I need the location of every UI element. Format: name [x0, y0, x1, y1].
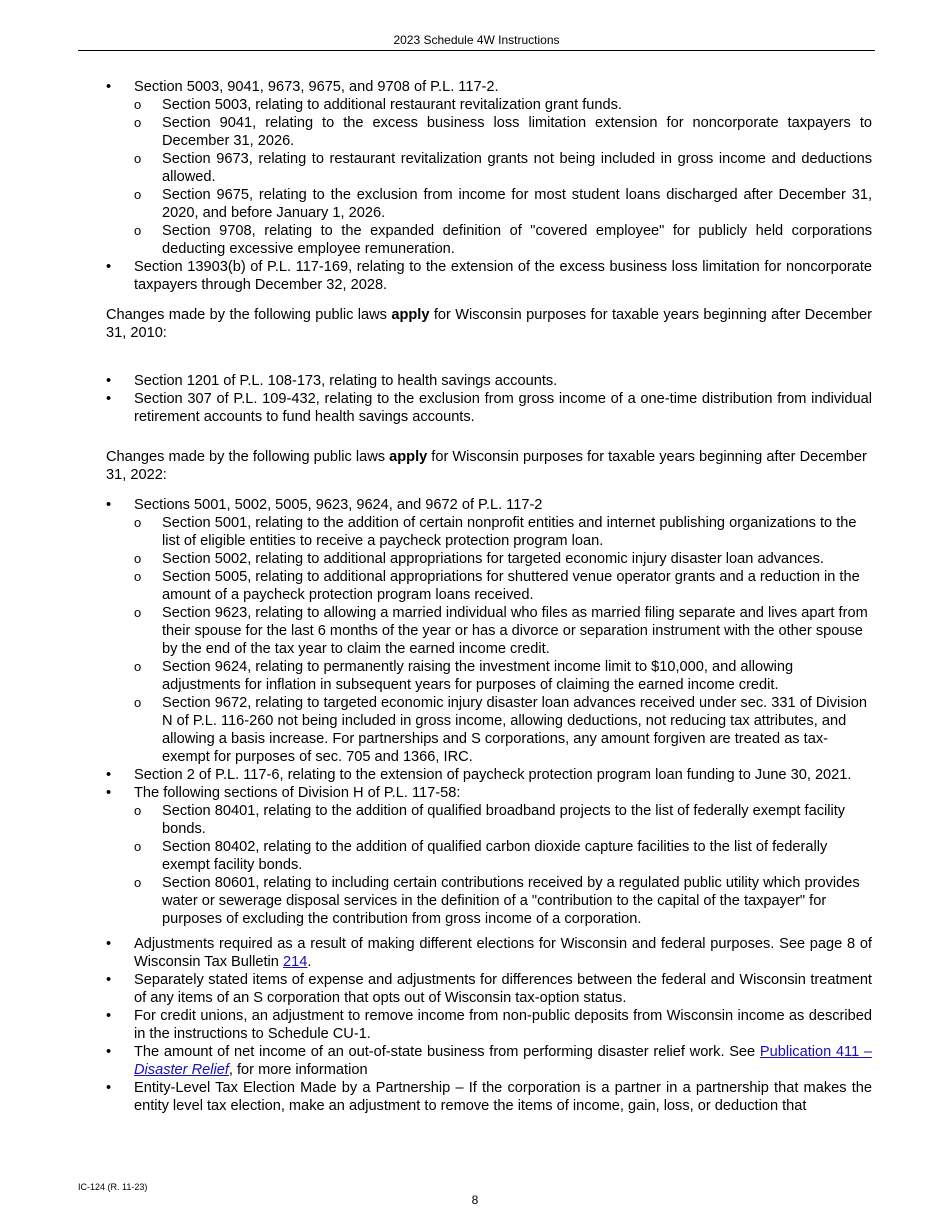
- bullet-icon: •: [106, 497, 112, 513]
- circle-bullet-icon: o: [134, 659, 142, 674]
- bullet-icon: •: [106, 259, 112, 275]
- circle-bullet-icon: o: [134, 223, 142, 238]
- sub-list: [134, 514, 872, 766]
- circle-bullet-icon: o: [134, 115, 142, 130]
- publication-411-link[interactable]: Publication 411 – Disaster Relief: [134, 1044, 872, 1078]
- sub-list-item: o Section 5002, relating to additional appropriations for targeted economic injury disaster loan advances.: [134, 551, 824, 567]
- sub-list-item: o Section 80401, relating to the addition of qualified broadband projects to the list of federally exempt facility bonds.: [134, 803, 846, 837]
- tax-bulletin-link[interactable]: 214: [282, 954, 308, 970]
- sub-list-item: o Section 5001, relating to the addition of certain nonprofit entities and internet publishing organizations to the list of eligible entities to receive a paycheck protection program loan.: [134, 515, 857, 549]
- circle-bullet-icon: o: [134, 97, 142, 112]
- bullet-icon: •: [106, 391, 112, 407]
- list-item: • The amount of net income of an out-of-state business from performing disaster relief work. See Publication 411 – Disaster Relief, for more information: [106, 1044, 872, 1078]
- list-item: • Section 2 of P.L. 117-6, relating to the extension of paycheck protection program loan funding to June 30, 2021.: [106, 767, 852, 783]
- sub-list-item: o Section 5005, relating to additional appropriations for shuttered venue operator grants and a reduction in the amount of a paycheck protection program loans received.: [134, 569, 860, 603]
- circle-bullet-icon: o: [134, 551, 142, 566]
- sub-list-item: o Section 9708, relating to the expanded definition of "covered employee" for publicly held corporations deducting excessive employee remuneration.: [134, 223, 872, 257]
- sub-list: [134, 802, 872, 928]
- bullet-icon: •: [106, 1008, 112, 1024]
- list-item: • Section 307 of P.L. 109-432, relating to the exclusion from gross income of a one-time distribution from individual retirement accounts to fund health savings accounts.: [106, 391, 872, 425]
- list-item: • Section 1201 of P.L. 108-173, relating to health savings accounts.: [106, 373, 558, 389]
- list-item: • The following sections of Division H of P.L. 117-58: o Section 80401, relating to the addition of qualified broadband projects to the list of federally exempt facility bonds. o Section 80402, relating to the addition of qualified carbon dioxide capture facilities to the list of federally exempt facility bonds. o Section 80601, relating to including certain contributions received by a regulated public utility which provides water or sewerage disposal services in the definition of a "contribution to the capital of the taxpayer" for purposes of excluding the contribution from gross income of a corporation.: [106, 784, 872, 928]
- circle-bullet-icon: o: [134, 569, 142, 584]
- paragraph-applies-2022: Changes made by the following public laws apply for Wisconsin purposes for taxable years beginning after December 31, 2022:: [106, 449, 867, 483]
- sub-list-item: o Section 80601, relating to including certain contributions received by a regulated public utility which provides water or sewerage disposal services in the definition of a "contribution to the capital of the taxpayer" for purposes of excluding the contribution from gross income of a corporation.: [134, 875, 860, 927]
- sub-list: [134, 96, 872, 258]
- sub-list-item: o Section 9673, relating to restaurant revitalization grants not being included in gross income and deductions allowed.: [134, 151, 872, 185]
- page-header: 2023 Schedule 4W Instructions: [78, 33, 875, 51]
- list-item: • Entity-Level Tax Election Made by a Partnership – If the corporation is a partner in a partnership that makes the entity level tax election, make an adjustment to remove the items of income, gain, loss, or deduction that: [106, 1080, 872, 1114]
- bullet-list: [106, 496, 872, 928]
- circle-bullet-icon: o: [134, 151, 142, 166]
- list-item: • Section 5003, 9041, 9673, 9675, and 9708 of P.L. 117-2. o Section 5003, relating to additional restaurant revitalization grant funds. o Section 9041, relating to the excess business loss limitation extension for noncorporate taxpayers to December 31, 2026. o Section 9673, relating to restaurant revitalization grants not being included in gross income and deductions allowed. o Section 9675, relating to the exclusion from income for most student loans discharged after December 31, 2020, and before January 1, 2026. o Section 9708, relating to the expanded definition of "covered employee" for publicly held corporations deducting excessive employee remuneration.: [106, 79, 872, 257]
- bullet-icon: •: [106, 1044, 112, 1060]
- sub-list-item: o Section 80402, relating to the addition of qualified carbon dioxide capture facilities to the list of federally exempt facility bonds.: [134, 839, 828, 873]
- list-item: • For credit unions, an adjustment to remove income from non-public deposits from Wisconsin income as described in the instructions to Schedule CU-1.: [106, 1008, 872, 1042]
- list-item: • Section 13903(b) of P.L. 117-169, relating to the extension of the excess business loss limitation for noncorporate taxpayers through December 32, 2028.: [106, 259, 872, 293]
- page-content: [106, 78, 872, 1115]
- circle-bullet-icon: o: [134, 803, 142, 818]
- bullet-icon: •: [106, 936, 112, 952]
- sub-list-item: o Section 5003, relating to additional restaurant revitalization grant funds.: [134, 97, 622, 113]
- circle-bullet-icon: o: [134, 515, 142, 530]
- bullet-icon: •: [106, 1080, 112, 1096]
- sub-list-item: o Section 9624, relating to permanently raising the investment income limit to $10,000, and allowing adjustments for inflation in subsequent years for purposes of claiming the earned income credit.: [134, 659, 794, 693]
- bullet-list: [106, 78, 872, 294]
- bullet-icon: •: [106, 79, 112, 95]
- bullet-icon: •: [106, 972, 112, 988]
- bullet-list: [106, 935, 872, 1115]
- circle-bullet-icon: o: [134, 839, 142, 854]
- circle-bullet-icon: o: [134, 695, 142, 710]
- sub-list-item: o Section 9672, relating to targeted economic injury disaster loan advances received under sec. 331 of Division N of P.L. 116-260 not being included in gross income, allowing deductions, not reducing tax attributes, and allowing a basis increase. For partnerships and S corporations, any amount forgiven are treated as tax-exempt for purposes of sec. 705 and 1366, IRC.: [134, 695, 867, 765]
- list-item: • Sections 5001, 5002, 5005, 9623, 9624, and 9672 of P.L. 117-2 o Section 5001, relating to the addition of certain nonprofit entities and internet publishing organizations to the list of eligible entities to receive a paycheck protection program loan. o Section 5002, relating to additional appropriations for targeted economic injury disaster loan advances. o Section 5005, relating to additional appropriations for shuttered venue operator grants and a reduction in the amount of a paycheck protection program loans received. o Section 9623, relating to allowing a married individual who files as married filing separate and lives apart from their spouse for the last 6 months of the year or has a divorce or separation instrument with the other spouse by the end of the tax year to claim the earned income credit. o Section 9624, relating to permanently raising the investment income limit to $10,000, and allowing adjustments for inflation in subsequent years for purposes of claiming the earned income credit. o Section 9672, relating to targeted economic injury disaster loan advances received under sec. 331 of Division N of P.L. 116-260 not being included in gross income, allowing deductions, not reducing tax attributes, and allowing a basis increase. For partnerships and S corporations, any amount forgiven are treated as tax-exempt for purposes of sec. 705 and 1366, IRC.: [106, 496, 872, 766]
- bullet-icon: •: [106, 785, 112, 801]
- circle-bullet-icon: o: [134, 605, 142, 620]
- sub-list-item: o Section 9675, relating to the exclusion from income for most student loans discharged after December 31, 2020, and before January 1, 2026.: [134, 187, 872, 221]
- circle-bullet-icon: o: [134, 187, 142, 202]
- bullet-icon: •: [106, 373, 112, 389]
- page-number: 8: [471, 1193, 479, 1207]
- circle-bullet-icon: o: [134, 875, 142, 890]
- bullet-list: [106, 372, 872, 426]
- list-item: • Separately stated items of expense and adjustments for differences between the federal and Wisconsin treatment of any items of an S corporation that opts out of Wisconsin tax-option status.: [106, 972, 872, 1006]
- bullet-icon: •: [106, 767, 112, 783]
- sub-list-item: o Section 9623, relating to allowing a married individual who files as married filing separate and lives apart from their spouse for the last 6 months of the year or has a divorce or separation instrument with the other spouse by the end of the tax year to claim the earned income credit.: [134, 605, 868, 657]
- sub-list-item: o Section 9041, relating to the excess business loss limitation extension for noncorporate taxpayers to December 31, 2026.: [134, 115, 872, 149]
- list-item: • Adjustments required as a result of making different elections for Wisconsin and federal purposes. See page 8 of Wisconsin Tax Bulletin 214.: [106, 936, 872, 970]
- form-code: IC-124 (R. 11-23): [78, 1182, 148, 1192]
- paragraph-applies-2010: Changes made by the following public laws apply for Wisconsin purposes for taxable years beginning after December 31, 2010:: [106, 307, 873, 341]
